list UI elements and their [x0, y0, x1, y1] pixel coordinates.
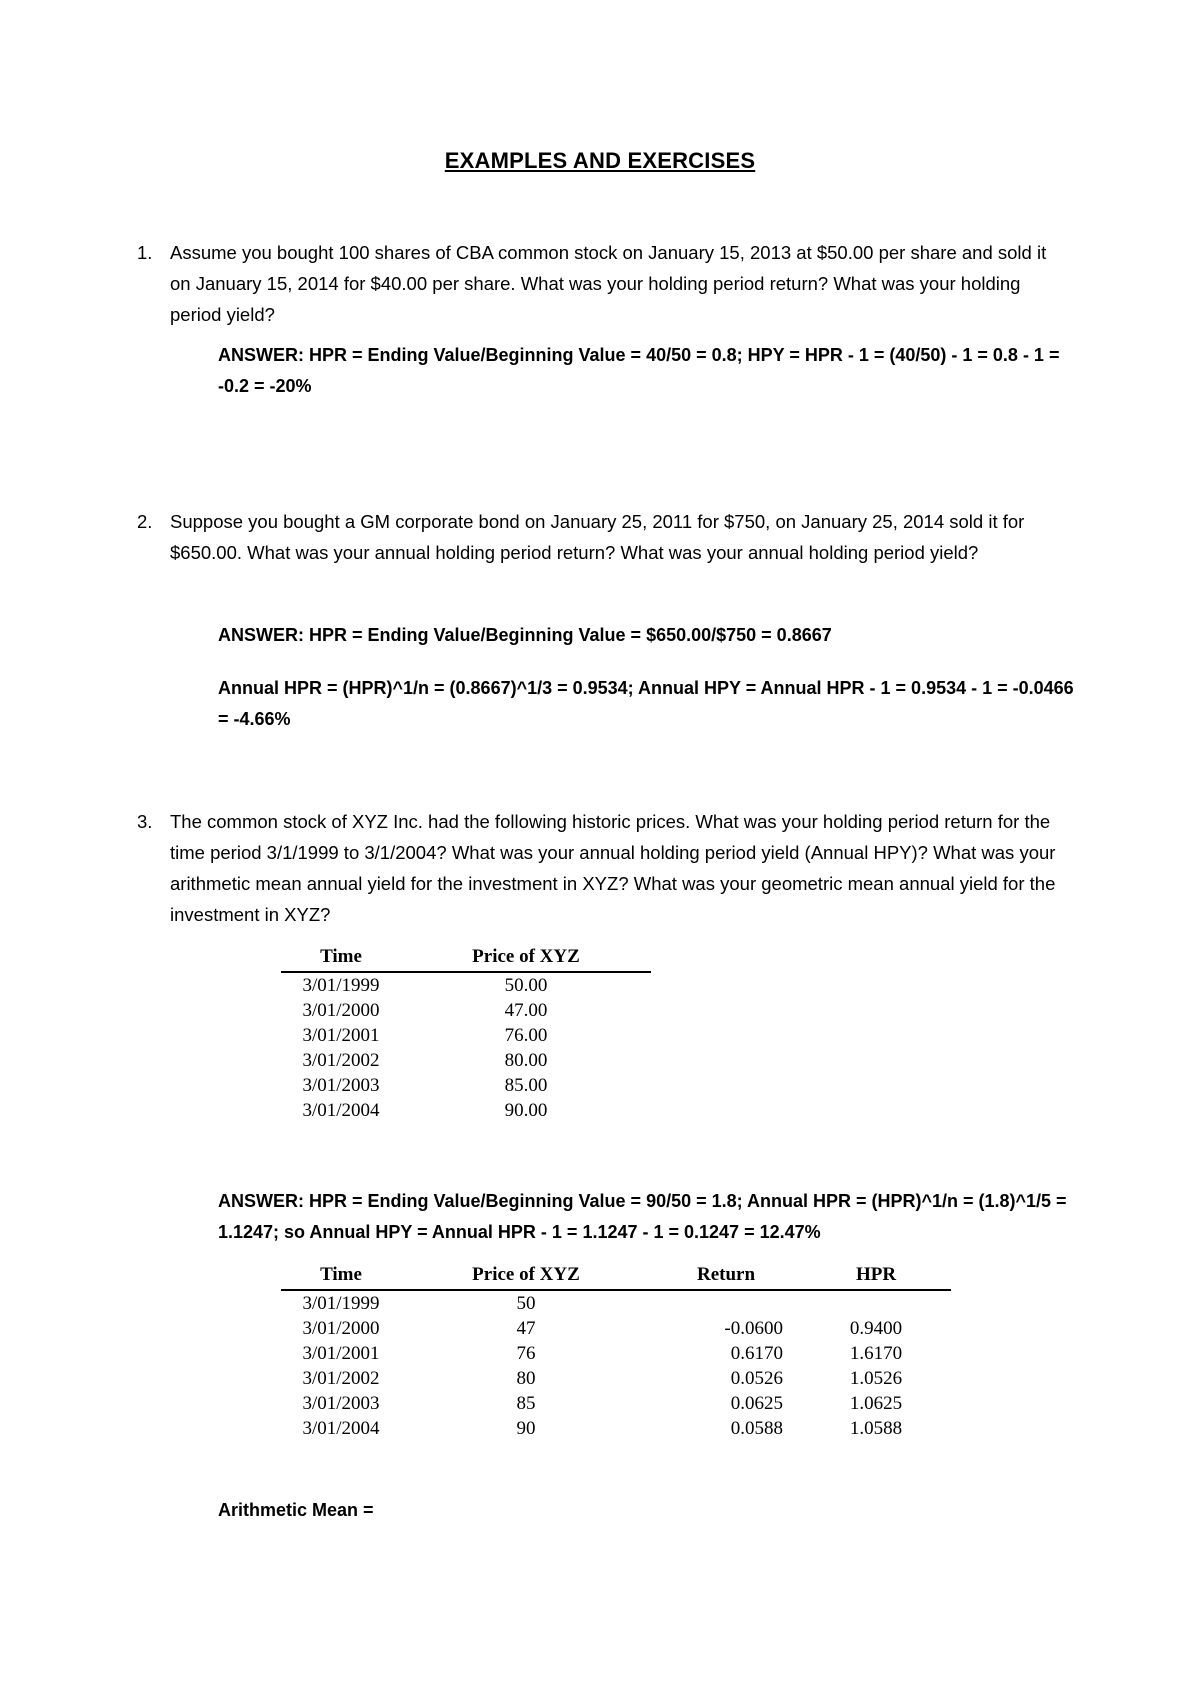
question-number: 2. — [137, 511, 153, 532]
arithmetic-mean-label: Arithmetic Mean = — [218, 1500, 374, 1520]
table-row — [281, 1391, 951, 1416]
table-cell: 90 — [516, 1418, 536, 1439]
table-cell — [801, 1290, 951, 1316]
column-header: Time — [281, 1263, 401, 1290]
table-row — [281, 998, 651, 1023]
table-cell: 3/01/2004 — [302, 1100, 380, 1121]
table-cell: 0.9400 — [849, 1318, 903, 1339]
table-cell: 47.00 — [504, 1000, 548, 1021]
table-cell: 1.0625 — [849, 1393, 903, 1414]
question-number: 3. — [137, 811, 153, 832]
table-row — [281, 1098, 651, 1123]
table-cell: 85 — [516, 1393, 536, 1414]
table-cell: 0.0588 — [730, 1418, 783, 1439]
table-cell: 90.00 — [504, 1100, 548, 1121]
table-cell: 0.0526 — [730, 1368, 783, 1389]
answer-3 — [218, 1186, 1088, 1248]
table-cell: 85.00 — [504, 1075, 548, 1096]
table-row — [281, 1073, 651, 1098]
answer-text: ANSWER: HPR = Ending Value/Beginning Value = 40/50 = 0.8; HPY = HPR - 1 = (40/50) - 1 = 0.8 - 1 = -0.2 = -20% — [218, 345, 1060, 396]
table-header-row — [281, 1263, 951, 1290]
column-header: Return — [651, 1263, 801, 1290]
table-cell: 50 — [516, 1293, 536, 1314]
answer-text: ANSWER: HPR = Ending Value/Beginning Value = $650.00/$750 = 0.8667 — [218, 625, 832, 645]
question-1 — [137, 237, 1070, 330]
table-cell: 1.0588 — [849, 1418, 903, 1439]
return-table — [281, 1263, 951, 1441]
table-row — [281, 1341, 951, 1366]
table-cell: 80.00 — [504, 1050, 548, 1071]
table-row — [281, 1290, 951, 1316]
question-text: Suppose you bought a GM corporate bond on January 25, 2011 for $750, on January 25, 2014 sold it for $650.00. What was your annual holding period return? What was your annual holding period yield? — [170, 511, 1025, 563]
price-table — [281, 945, 651, 1123]
table-row — [281, 1023, 651, 1048]
table-row — [281, 1366, 951, 1391]
table-cell: 0.6170 — [730, 1343, 783, 1364]
table-cell: 76 — [516, 1343, 536, 1364]
table-row — [281, 1048, 651, 1073]
table-cell: 0.0625 — [730, 1393, 783, 1414]
table-cell: 47 — [516, 1318, 536, 1339]
table-cell: 3/01/2000 — [302, 1000, 380, 1021]
table-cell: 3/01/2003 — [302, 1393, 380, 1414]
table-row — [281, 1416, 951, 1441]
question-text: The common stock of XYZ Inc. had the following historic prices. What was your holding period return for the time period 3/1/1999 to 3/1/2004? What was your annual holding period yield (Annual HPY)? What was your arithmetic mean annual yield for the investment in XYZ? What was your geometric mean annual yield for the investment in XYZ? — [170, 811, 1056, 925]
table-cell: 1.6170 — [849, 1343, 903, 1364]
answer-text: Annual HPR = (HPR)^1/n = (0.8667)^1/3 = 0.9534; Annual HPY = Annual HPR - 1 = 0.9534 - 1 = -0.0466 = -4.66% — [218, 678, 1074, 729]
table-row — [281, 972, 651, 998]
column-header: Price of XYZ — [401, 1263, 651, 1290]
table-cell: 1.0526 — [849, 1368, 903, 1389]
table-cell: 3/01/2002 — [302, 1368, 380, 1389]
table-cell: 3/01/2000 — [302, 1318, 380, 1339]
answer-2-part-2 — [218, 673, 1088, 735]
table-cell: -0.0600 — [724, 1318, 783, 1339]
table-cell: 76.00 — [504, 1025, 548, 1046]
answer-2-part-1 — [218, 620, 1088, 651]
column-header: Time — [281, 945, 401, 972]
table-cell — [651, 1290, 801, 1316]
question-text: Assume you bought 100 shares of CBA common stock on January 15, 2013 at $50.00 per share and sold it on January 15, 2014 for $40.00 per share. What was your holding period return? What was your holding period yield? — [170, 242, 1047, 325]
table-cell: 3/01/2003 — [302, 1075, 380, 1096]
question-2 — [137, 506, 1070, 568]
column-header: Price of XYZ — [401, 945, 651, 972]
question-number: 1. — [137, 242, 153, 263]
table-cell: 3/01/2001 — [302, 1025, 380, 1046]
table-cell: 3/01/1999 — [302, 975, 380, 996]
column-header: HPR — [801, 1263, 951, 1290]
table-cell: 3/01/1999 — [302, 1293, 380, 1314]
table-cell: 80 — [516, 1368, 536, 1389]
table-row — [281, 1316, 951, 1341]
table-cell: 50.00 — [504, 975, 548, 996]
table-cell: 3/01/2002 — [302, 1050, 380, 1071]
table-header-row — [281, 945, 651, 972]
page-title: EXAMPLES AND EXERCISES — [444, 148, 756, 173]
table-cell: 3/01/2004 — [302, 1418, 380, 1439]
table-cell: 3/01/2001 — [302, 1343, 380, 1364]
answer-text: ANSWER: HPR = Ending Value/Beginning Value = 90/50 = 1.8; Annual HPR = (HPR)^1/n = (1.8)^1/5 = 1.1247; so Annual HPY = Annual HPR - 1 = 1.1247 - 1 = 0.1247 = 12.47% — [218, 1191, 1067, 1242]
question-3 — [137, 806, 1070, 930]
answer-1 — [218, 340, 1088, 402]
